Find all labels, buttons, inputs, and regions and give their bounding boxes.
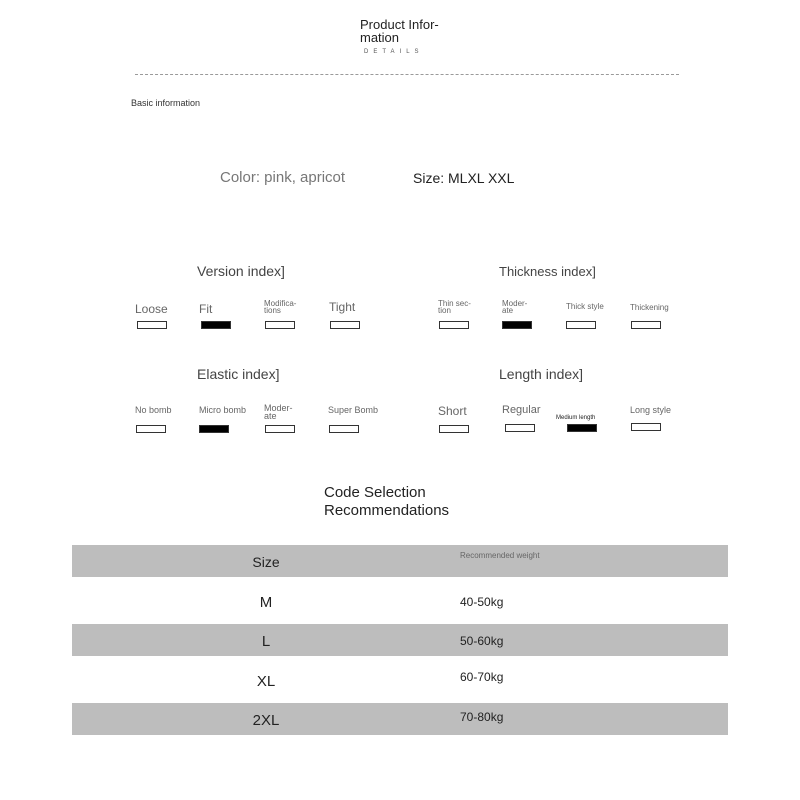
option-label: Super Bomb [328,405,379,415]
option-indicator [330,321,360,329]
option-indicator [502,321,532,329]
option-indicator [136,425,166,433]
row-weight: 60-70kg [460,670,504,684]
option-indicator [631,321,661,329]
option-label: Fit [199,302,213,316]
option-indicator [631,423,661,431]
thickness-index-title: Thickness index] [499,264,596,279]
table-row [72,703,728,735]
size-info: Size: MLXL XXL [413,170,515,186]
option-indicator [567,424,597,432]
color-info: Color: pink, apricot [220,169,346,186]
index-option [502,405,564,415]
index-option [135,407,197,414]
index-option [135,303,197,315]
option-label: Tight [329,300,356,314]
option-label: Modifica-tions [264,299,297,315]
option-label: Regular [502,404,541,416]
option-indicator [439,425,469,433]
index-option [566,303,628,310]
index-option [438,300,482,314]
option-label: Short [438,404,467,418]
row-weight: 70-80kg [460,710,504,724]
option-label: Thin sec-tion [438,299,471,315]
table-row [72,664,728,696]
index-option [556,415,618,422]
elastic-index-title: Elastic index] [197,366,280,382]
table-row [72,624,728,656]
divider [135,74,679,75]
index-option [199,407,261,414]
header-size: Size [252,554,280,570]
page-title: Product Infor-mation [360,17,439,45]
option-label: Thickening [630,303,669,312]
length-index-title: Length index] [499,366,584,382]
option-indicator [201,321,231,329]
row-size: XL [256,673,276,690]
option-indicator [505,424,535,432]
index-option [502,300,536,314]
option-indicator [199,425,229,433]
row-weight: 40-50kg [460,595,504,609]
option-indicator [439,321,469,329]
index-option [329,301,391,313]
option-label: Micro bomb [199,405,247,415]
index-option [328,407,390,414]
row-size: M [259,594,273,611]
index-option [630,304,692,311]
row-size: L [261,633,271,650]
version-index-title: Version index] [197,263,285,279]
index-option [264,300,304,314]
option-label: Thick style [566,302,604,311]
table-row [72,585,728,617]
index-option [264,404,298,420]
option-label: Long style [630,405,672,415]
option-indicator [265,425,295,433]
option-label: No bomb [135,405,172,415]
recommendations-title: Code Selection Recommendations [324,484,450,519]
index-option [630,407,692,414]
option-indicator [137,321,167,329]
header-weight: Recommended weight [460,551,540,560]
index-option [199,303,261,315]
option-indicator [566,321,596,329]
page-subtitle: DETAILS [364,49,424,55]
option-indicator [329,425,359,433]
section-label: Basic information [131,98,201,108]
row-size: 2XL [252,712,280,729]
option-indicator [265,321,295,329]
table-header [72,545,728,577]
option-label: Loose [135,302,168,316]
option-label: Medium length [556,415,596,421]
row-weight: 50-60kg [460,634,504,648]
option-label: Moder-ate [502,299,528,315]
index-option [438,405,500,417]
option-label: Moder-ate [264,403,293,421]
